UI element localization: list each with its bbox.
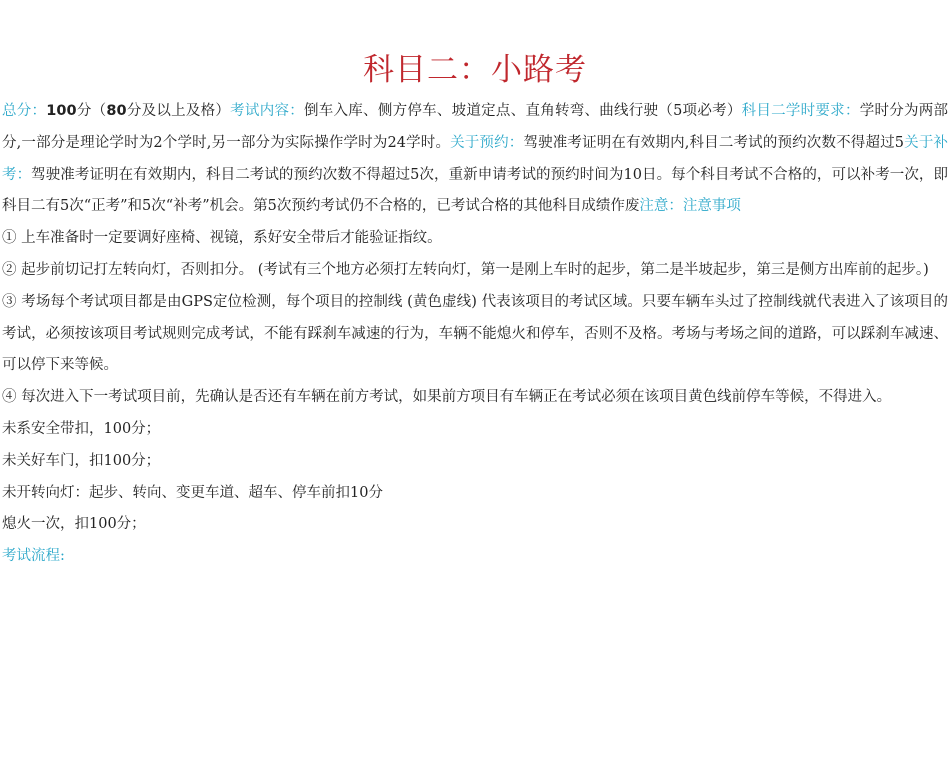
deduction-item: 未系安全带扣，100分； (2, 420, 161, 437)
retake-label: 关于补考： (2, 134, 949, 183)
note-item: ② 起步前切记打左转向灯，否则扣分。 (考试有三个地方必须打左转向灯，第一是刚上车时的起步，第二是半坡起步，第三是侧方出库前的起步。) (2, 261, 929, 278)
deduction-item: 熄火一次，扣100分； (2, 516, 146, 533)
hours-label: 科目二学时要求： (741, 103, 860, 119)
retake-text: 驾驶准考证明在有效期内，科目二考试的预约次数不得超过5次，重新申请考试的预约时间为10日。每个科目考试不合格的，可以补考一次，即科目二有5次“正考”和5次“补考”机会。第5次预约考试仍不合格的，已考试合格的其他科目成绩作废 (2, 166, 949, 215)
page-title: 科目二：小路考 (363, 52, 587, 88)
content-label: 考试内容： (230, 103, 304, 119)
pass-score: 80 (106, 103, 127, 119)
content-text: 倒车入库、侧方停车、坡道定点、直角转弯、曲线行驶（5项必考） (304, 103, 742, 119)
pass-rest: 分及以上及格） (126, 103, 231, 119)
hours-text: 学时分为两部分,一部分是理论学时为2个学时,另一部分为实际操作学时为24学时。 (2, 103, 949, 151)
booking-text: 驾驶准考证明在有效期内,科目二考试的预约次数不得超过5 (523, 134, 905, 151)
notes-label: 注意：注意事项 (639, 198, 741, 215)
deduction-item: 未关好车门，扣100分； (2, 452, 161, 469)
total-rest: 分（ (76, 103, 107, 119)
deduction-item: 未开转向灯：起步、转向、变更车道、超车、停车前扣10分 (2, 484, 383, 501)
process-label: 考试流程: (2, 548, 65, 565)
booking-label: 关于预约： (450, 134, 524, 151)
note-item: ④ 每次进入下一考试项目前，先确认是否还有车辆在前方考试，如果前方项目有车辆正在考试必须在该项目黄色线前停车等候，不得进入。 (2, 389, 892, 406)
intro-paragraph (2, 96, 948, 223)
total-label: 总分： (2, 103, 47, 119)
note-item: ③ 考场每个考试项目都是由GPS定位检测，每个项目的控制线 (黄色虚线) 代表该项目的考试区域。只要车辆车头过了控制线就代表进入了该项目的考试，必须按该项目考试规则完成考试，不能有踩刹车减速的行为，车辆不能熄火和停车，否则不及格。考场与考场之间的道路，可以踩刹车减速、可以停下来等候。 (2, 293, 948, 374)
note-item: ① 上车准备时一定要调好座椅、视镜，系好安全带后才能验证指纹。 (2, 230, 442, 247)
document-body (2, 96, 948, 573)
total-score: 100 (46, 103, 77, 119)
